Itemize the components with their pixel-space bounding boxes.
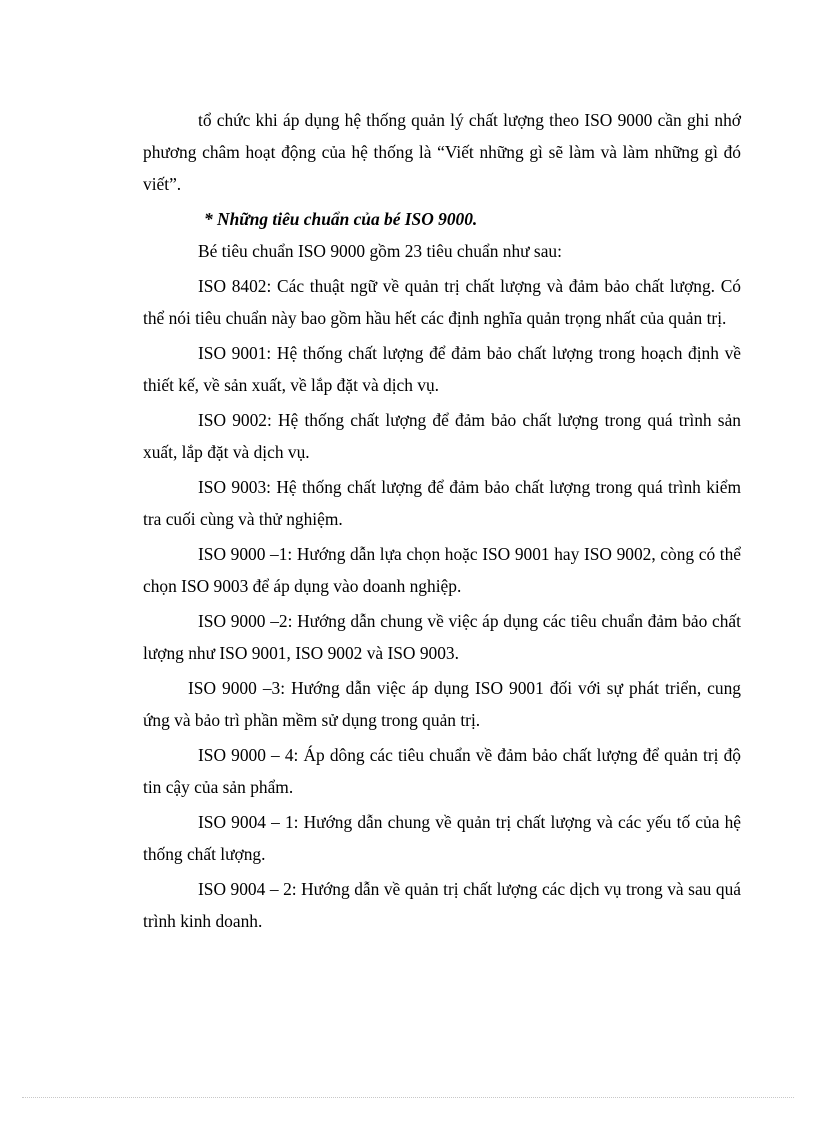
- standard-iso-9000-4: ISO 9000 – 4: Áp dông các tiêu chuẩn về đảm bảo chất lượng để quản trị độ tin cậy của sản phẩm.: [143, 745, 741, 797]
- intro-paragraph: tổ chức khi áp dụng hệ thống quản lý chất lượng theo ISO 9000 cần ghi nhớ phương châm hoạt động của hệ thống là “Viết những gì sẽ làm và làm những gì đó viết”.: [143, 110, 741, 194]
- standard-iso-9000-3: ISO 9000 –3: Hướng dẫn việc áp dụng ISO 9001 đối với sự phát triển, cung ứng và bảo trì phần mềm sử dụng trong quản trị.: [143, 678, 741, 730]
- standard-iso-9000-1: ISO 9000 –1: Hướng dẫn lựa chọn hoặc ISO 9001 hay ISO 9002, còng có thể chọn ISO 9003 để áp dụng vào doanh nghiệp.: [143, 544, 741, 596]
- standard-iso-9000-2: ISO 9000 –2: Hướng dẫn chung về việc áp dụng các tiêu chuẩn đảm bảo chất lượng như ISO 9001, ISO 9002 và ISO 9003.: [143, 611, 741, 663]
- standard-iso-9002: ISO 9002: Hệ thống chất lượng để đảm bảo chất lượng trong quá trình sản xuất, lắp đặt và dịch vụ.: [143, 410, 741, 462]
- standard-iso-9001: ISO 9001: Hệ thống chất lượng để đảm bảo chất lượng trong hoạch định về thiết kế, về sản xuất, về lắp đặt và dịch vụ.: [143, 343, 741, 395]
- page-body: [143, 104, 741, 937]
- footer-divider: [22, 1097, 794, 1098]
- standard-iso-9004-2: ISO 9004 – 2: Hướng dẫn về quản trị chất lượng các dịch vụ trong và sau quá trình kinh doanh.: [143, 879, 741, 931]
- section-heading: * Những tiêu chuẩn của bé ISO 9000.: [204, 209, 478, 229]
- standard-iso-9003: ISO 9003: Hệ thống chất lượng để đảm bảo chất lượng trong quá trình kiểm tra cuối cùng và thử nghiệm.: [143, 477, 741, 529]
- standard-iso-9004-1: ISO 9004 – 1: Hướng dẫn chung về quản trị chất lượng và các yếu tố của hệ thống chất lượng.: [143, 812, 741, 864]
- standards-intro: Bé tiêu chuẩn ISO 9000 gồm 23 tiêu chuẩn như sau:: [198, 241, 562, 261]
- standard-iso-8402: ISO 8402: Các thuật ngữ về quản trị chất lượng và đảm bảo chất lượng. Có thể nói tiêu chuẩn này bao gồm hầu hết các định nghĩa quản trọng nhất của quản trị.: [143, 276, 741, 328]
